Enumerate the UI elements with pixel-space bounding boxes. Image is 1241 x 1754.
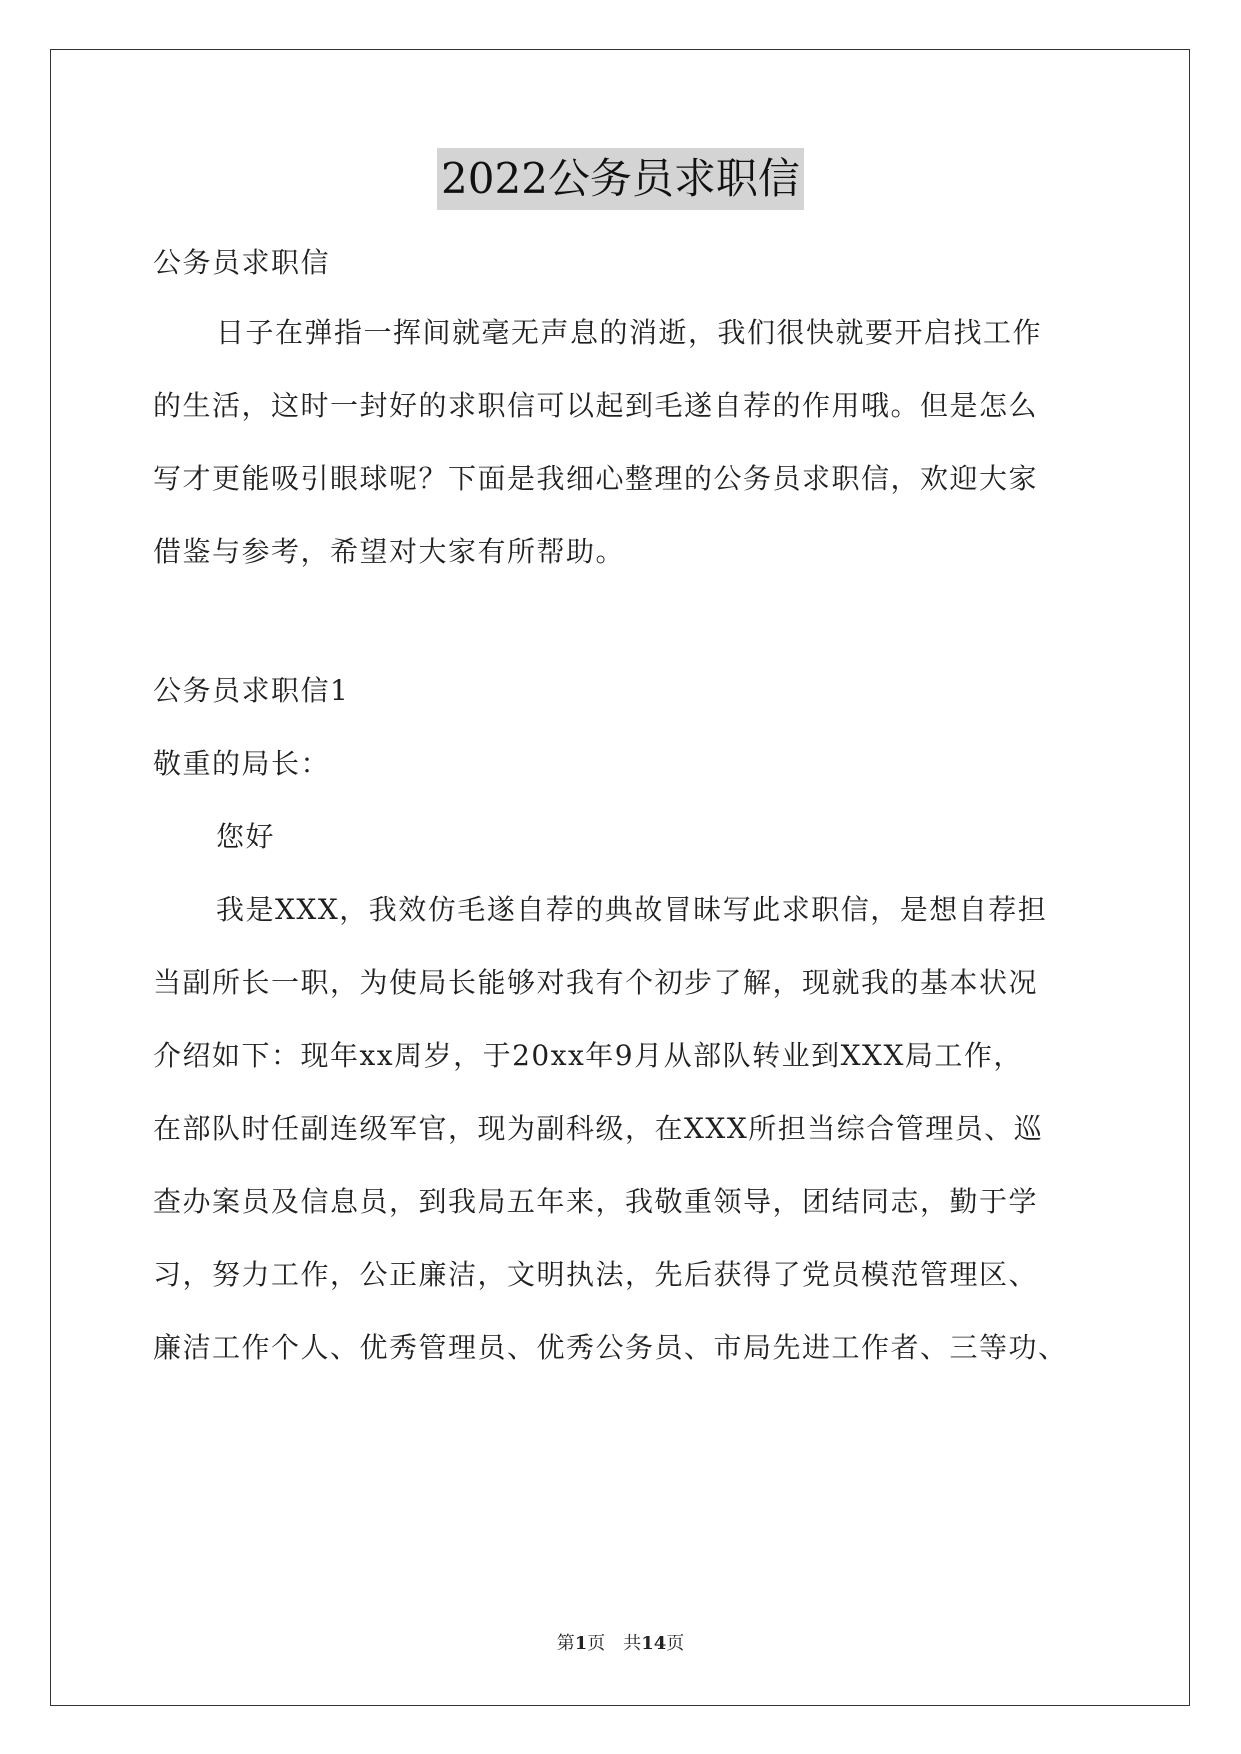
title-container bbox=[0, 148, 1241, 210]
salutation-line: 敬重的局长： bbox=[153, 747, 331, 780]
total-page-number: 14 bbox=[641, 1633, 667, 1654]
page-suffix: 页 bbox=[666, 1633, 685, 1654]
paragraph-line: 在部队时任副连级军官，现为副科级，在XXX所担当综合管理员、巡 bbox=[153, 1112, 1044, 1145]
paragraph-line: 查办案员及信息员，到我局五年来，我敬重领导，团结同志，勤于学 bbox=[153, 1185, 1039, 1218]
paragraph-line: 的生活，这时一封好的求职信可以起到毛遂自荐的作用哦。但是怎么 bbox=[153, 389, 1039, 422]
paragraph-line: 介绍如下：现年xx周岁，于20xx年9月从部队转业到XXX局工作， bbox=[153, 1039, 1023, 1072]
page-footer bbox=[0, 1632, 1241, 1656]
subtitle-line: 公务员求职信 bbox=[153, 246, 331, 279]
paragraph-line: 日子在弹指一挥间就毫无声息的消逝，我们很快就要开启找工作 bbox=[216, 316, 1043, 349]
paragraph-line: 习，努力工作，公正廉洁，文明执法，先后获得了党员模范管理区、 bbox=[153, 1258, 1039, 1291]
current-page-number: 1 bbox=[574, 1633, 588, 1654]
section-heading: 公务员求职信1 bbox=[153, 674, 350, 707]
document-title: 2022公务员求职信 bbox=[437, 148, 804, 210]
page-mid: 页 共 bbox=[587, 1633, 642, 1654]
paragraph-line: 借鉴与参考，希望对大家有所帮助。 bbox=[153, 535, 626, 568]
greeting-line: 您好 bbox=[216, 820, 276, 853]
paragraph-line: 我是XXX，我效仿毛遂自荐的典故冒昧写此求职信，是想自荐担 bbox=[216, 893, 1048, 926]
paragraph-line: 写才更能吸引眼球呢？下面是我细心整理的公务员求职信，欢迎大家 bbox=[153, 462, 1039, 495]
paragraph-line: 当副所长一职，为使局长能够对我有个初步了解，现就我的基本状况 bbox=[153, 966, 1039, 999]
page-border bbox=[50, 49, 1190, 1706]
page-prefix: 第 bbox=[556, 1633, 575, 1654]
paragraph-line: 廉洁工作个人、优秀管理员、优秀公务员、市局先进工作者、三等功、 bbox=[153, 1331, 1068, 1364]
